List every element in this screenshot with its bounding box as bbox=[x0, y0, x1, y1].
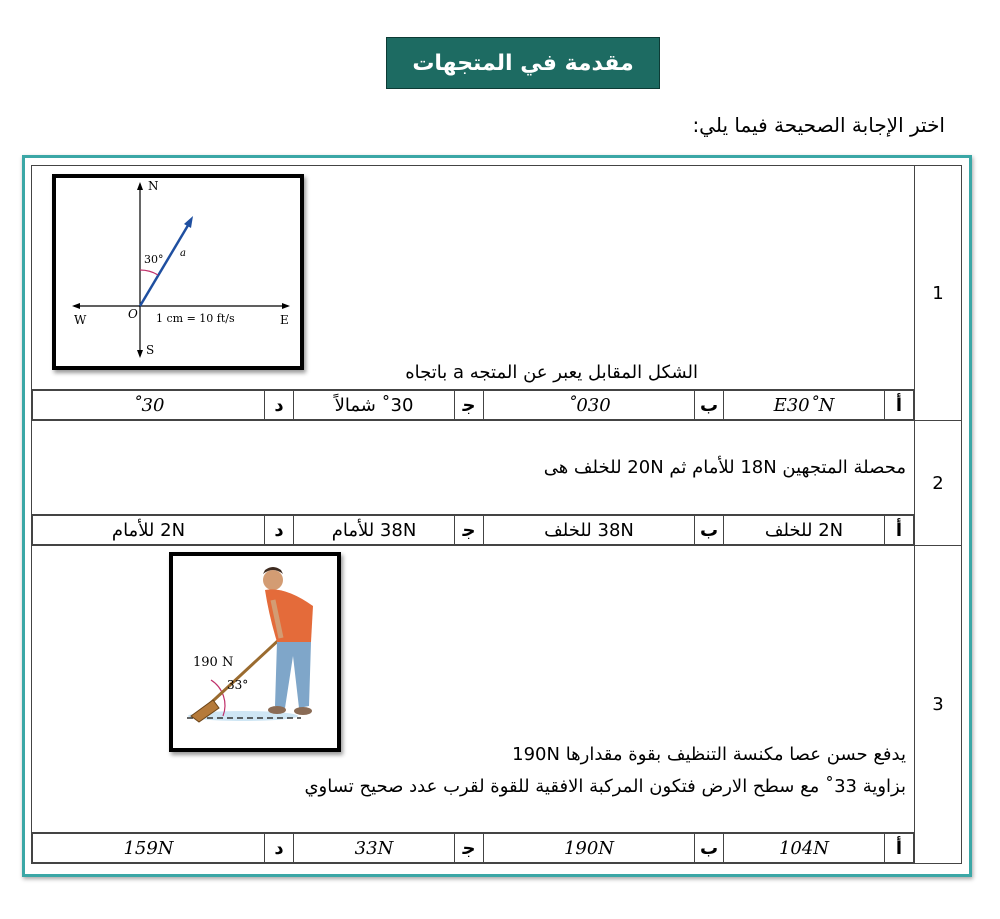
north-label: N bbox=[148, 179, 159, 193]
person-shoe-right bbox=[294, 707, 312, 715]
question-2-body bbox=[32, 421, 915, 515]
q3-option-c-letter: ﺟ bbox=[455, 834, 484, 863]
question-row-1 bbox=[32, 166, 962, 390]
question-1-body bbox=[32, 166, 915, 390]
angle-label: 33° bbox=[227, 678, 249, 692]
person-jeans bbox=[275, 642, 311, 708]
question-1-number: 1 bbox=[915, 166, 962, 421]
question-2-options-row bbox=[32, 515, 962, 546]
angle-arc bbox=[140, 270, 158, 275]
q1-option-d[interactable]: 30˚ bbox=[33, 391, 265, 420]
q2-option-c-letter: ﺟ bbox=[455, 516, 484, 545]
question-2-options bbox=[32, 515, 915, 546]
q2-option-b[interactable]: 38N للخلف bbox=[484, 516, 695, 545]
q3-option-d[interactable]: 159N bbox=[33, 834, 265, 863]
person-head bbox=[263, 570, 283, 590]
q1-option-b-letter: ب bbox=[695, 391, 724, 420]
question-2-options-table bbox=[32, 515, 914, 545]
vector-label: a bbox=[180, 248, 186, 259]
q3-option-a[interactable]: 104N bbox=[724, 834, 885, 863]
questions-table bbox=[31, 165, 962, 864]
question-1-text: الشكل المقابل يعبر عن المتجه a باتجاه bbox=[405, 362, 698, 383]
origin-label: O bbox=[128, 307, 138, 321]
q2-option-a-letter: أ bbox=[885, 516, 914, 545]
scale-label: 1 cm = 10 ft/s bbox=[156, 312, 235, 325]
question-row-2 bbox=[32, 421, 962, 515]
compass-figure bbox=[52, 174, 304, 370]
question-3-options-table bbox=[32, 833, 914, 863]
west-label: W bbox=[74, 313, 87, 327]
instruction: اختر الإجابة الصحيحة فيما يلي: bbox=[692, 113, 945, 137]
q2-option-c[interactable]: 38N للأمام bbox=[294, 516, 455, 545]
page-title bbox=[386, 37, 660, 89]
question-3-text-line-1: يدفع حسن عصا مكنسة التنظيف بقوة مقدارها 190N bbox=[512, 744, 906, 765]
question-3-body bbox=[32, 546, 915, 833]
q3-option-c[interactable]: 33N bbox=[294, 834, 455, 863]
question-3-text-line-2: بزاوية 33˚ مع سطح الارض فتكون المركبة الافقية للقوة لقرب عدد صحيح تساوي bbox=[304, 776, 906, 797]
q3-option-a-letter: أ bbox=[885, 834, 914, 863]
q1-option-a[interactable]: E30˚N bbox=[724, 391, 885, 420]
north-arrow bbox=[137, 182, 143, 190]
q1-option-c-letter: ﺟ bbox=[455, 391, 484, 420]
q1-option-d-letter: د bbox=[265, 391, 294, 420]
angle-label: 30° bbox=[144, 253, 164, 266]
question-1-options-row bbox=[32, 390, 962, 421]
q1-option-c[interactable]: 30˚ شمالاً bbox=[294, 391, 455, 420]
q3-option-b-letter: ب bbox=[695, 834, 724, 863]
sweeper-illustration bbox=[173, 556, 337, 748]
q2-option-b-letter: ب bbox=[695, 516, 724, 545]
q2-option-d[interactable]: 2N للأمام bbox=[33, 516, 265, 545]
east-arrow bbox=[282, 303, 290, 309]
compass-diagram bbox=[56, 178, 300, 366]
page-title-text: مقدمة في المتجهات bbox=[412, 50, 634, 76]
question-3-options bbox=[32, 833, 915, 864]
question-2-number: 2 bbox=[915, 421, 962, 546]
question-row-3 bbox=[32, 546, 962, 833]
q2-option-d-letter: د bbox=[265, 516, 294, 545]
question-3-options-row bbox=[32, 833, 962, 864]
force-label: 190 N bbox=[193, 655, 234, 670]
q2-option-a[interactable]: 2N للخلف bbox=[724, 516, 885, 545]
sweeper-figure bbox=[169, 552, 341, 752]
q3-option-d-letter: د bbox=[265, 834, 294, 863]
east-label: E bbox=[280, 313, 289, 327]
question-1-options-table bbox=[32, 390, 914, 420]
question-1-options bbox=[32, 390, 915, 421]
person-shoe-left bbox=[268, 706, 286, 714]
south-label: S bbox=[146, 343, 155, 357]
west-arrow bbox=[72, 303, 80, 309]
south-arrow bbox=[137, 350, 143, 358]
q1-option-b[interactable]: 030˚ bbox=[484, 391, 695, 420]
person-shirt bbox=[265, 589, 313, 642]
q1-option-a-letter: أ bbox=[885, 391, 914, 420]
q3-option-b[interactable]: 190N bbox=[484, 834, 695, 863]
vector-arrowhead bbox=[184, 216, 193, 228]
question-3-number: 3 bbox=[915, 546, 962, 864]
question-2-text: محصلة المتجهين 18N للأمام ثم 20N للخلف هى bbox=[543, 457, 906, 478]
